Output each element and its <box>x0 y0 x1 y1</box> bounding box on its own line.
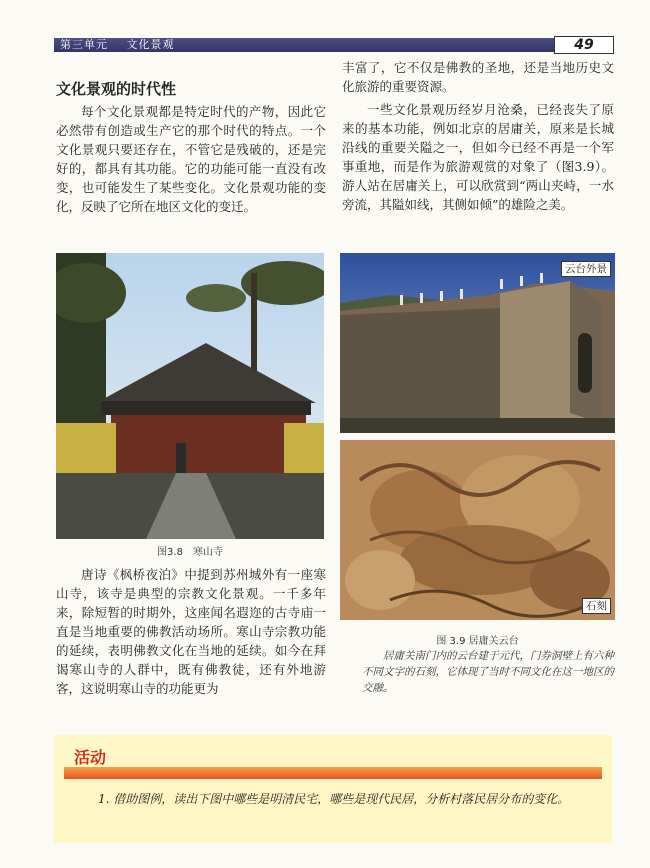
label-stone-carving: 石刻 <box>582 598 611 614</box>
figure-3-9-note: 居庸关南门内的云台建于元代，门券洞壁上有六种不同文字的石刻，它体现了当时不同文化在这一地区的交融。 <box>362 650 614 694</box>
activity-item-1: 1. 借助图例，读出下图中哪些是明清民宅，哪些是现代民居，分析村落民居分布的变化。 <box>98 792 570 806</box>
page-number: 49 <box>554 36 614 54</box>
section-title: 文化景观的时代性 <box>56 80 177 98</box>
photo-hanshan-temple <box>56 253 324 539</box>
paragraph-juyongguan: 一些文化景观历经岁月沧桑，已经丧失了原来的基本功能，例如北京的居庸关，原来是长城沿线的重要关隘之一，但如今已经不再是一个军事重地，而是作为旅游观赏的对象了（图3.9）。游人站在居庸关上，可以欣赏到“两山夹峙，一水旁流，其隘如线，其侧如倾”的雄险之美。 <box>342 102 614 212</box>
activity-title: 活动 <box>74 748 107 767</box>
paragraph-hanshan: 唐诗《枫桥夜泊》中提到苏州城外有一座寒山寺，该寺是典型的宗教文化景观。一千多年来，除短暂的时期外，这座闻名遐迩的古寺庙一直是当地重要的佛教活动场所。寒山寺宗教功能的延续，表明佛教文化在当地的延续。如今在拜谒寒山寺的人群中，既有佛教徒，还有外地游客，这说明寒山寺的功能更为 <box>56 567 326 696</box>
photo-cloud-terrace <box>340 253 615 433</box>
figure-3-9-caption: 图 3.9 居庸关云台 <box>436 636 519 647</box>
unit-title: 文化景观 <box>126 38 175 51</box>
paragraph-continuation: 丰富了，它不仅是佛教的圣地，还是当地历史文化旅游的重要资源。 <box>342 60 614 94</box>
photo-stone-carving <box>340 440 615 620</box>
label-terrace-exterior: 云台外景 <box>561 261 611 277</box>
activity-box <box>54 735 612 843</box>
unit-label: 第三单元 <box>60 38 108 51</box>
running-header <box>54 38 554 52</box>
paragraph-intro: 每个文化景观都是特定时代的产物，因此它必然带有创造或生产它的那个时代的特点。一个文化景观只要还存在，不管它是残破的，还是完好的，都具有其功能。它的功能可能一直没有改变，也可能发生了某些变化。文化景观功能的变化，反映了它所在地区文化的变迁。 <box>56 104 326 214</box>
activity-rule <box>64 767 602 779</box>
figure-3-8-caption: 图3.8 寒山寺 <box>157 547 223 558</box>
